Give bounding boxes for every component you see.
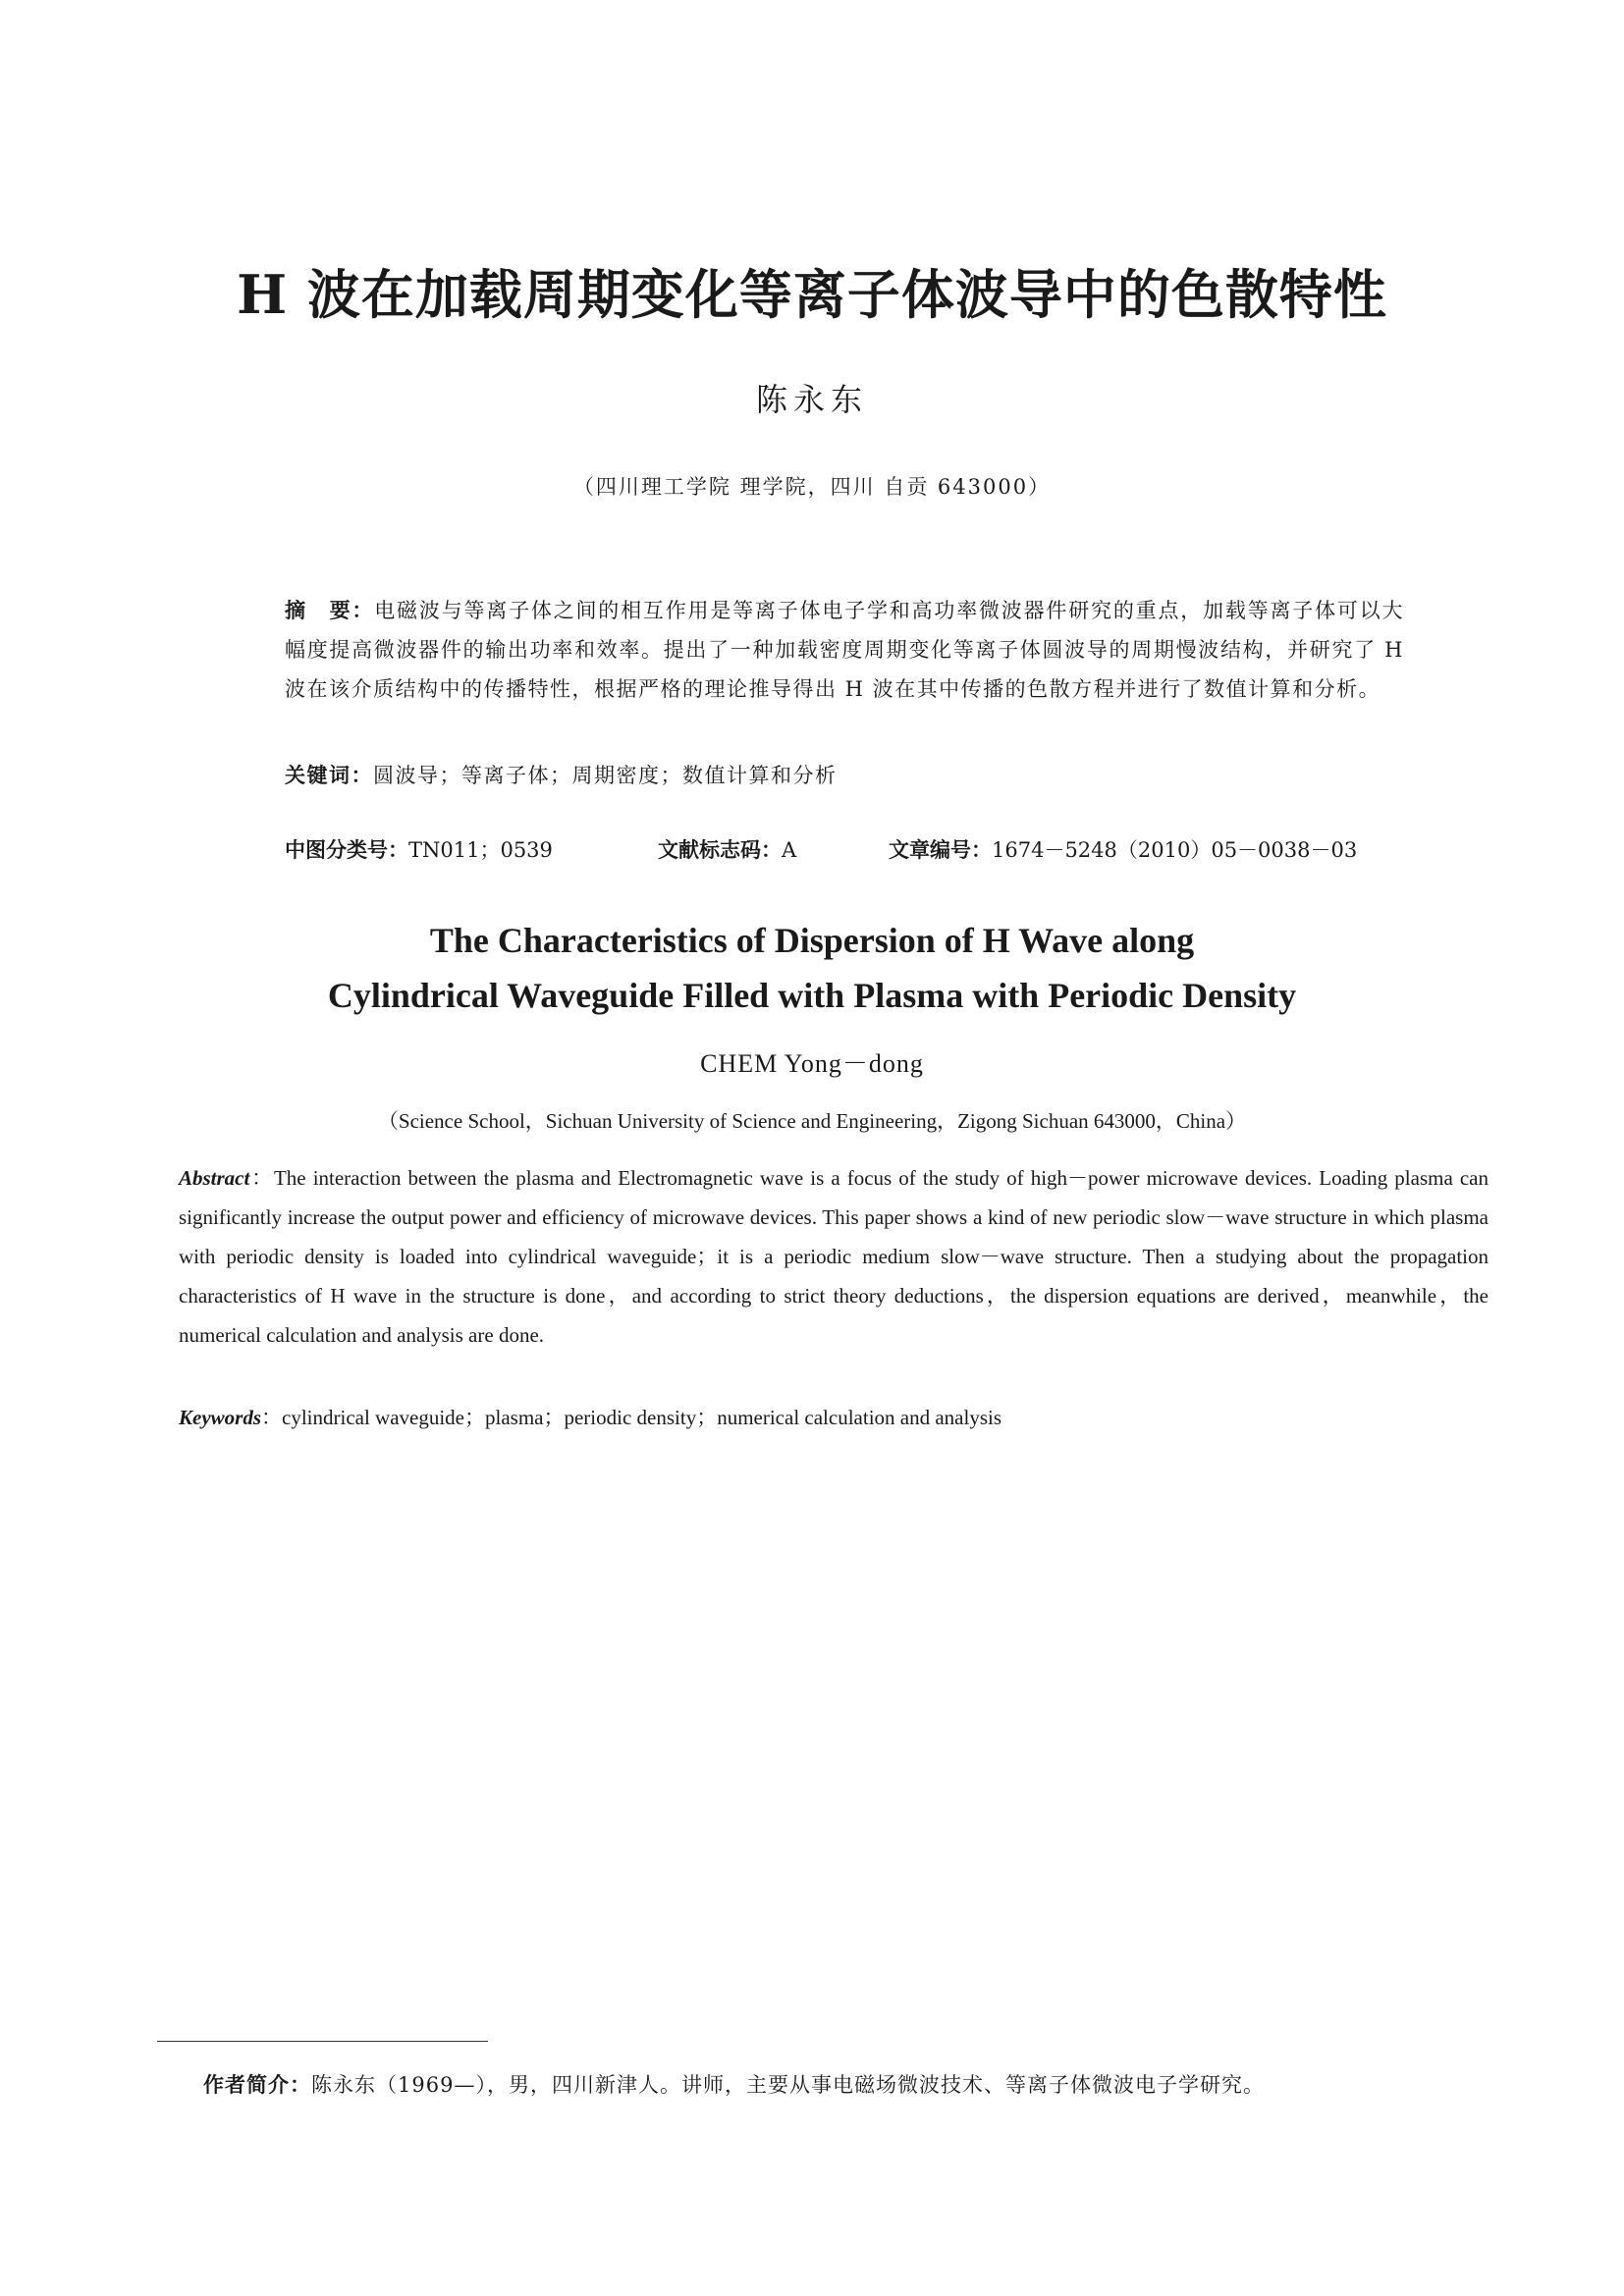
chinese-abstract-label: 摘 要： (285, 599, 375, 622)
clc-value: TN011；0539 (408, 838, 553, 862)
english-affiliation: （Science School，Sichuan University of Science and Engineering，Zigong Sichuan 643000，China） (377, 1109, 1247, 1133)
clc-number (285, 834, 658, 864)
article-number-label: 文章编号： (889, 838, 992, 862)
english-title-line-1: The Characteristics of Dispersion of H Wave along (429, 921, 1195, 960)
footnote-divider (157, 2041, 488, 2042)
english-title (0, 913, 1624, 1023)
chinese-title: H 波在加载周期变化等离子体波导中的色散特性 (237, 263, 1387, 326)
english-abstract-label: Abstract (179, 1166, 250, 1190)
document-code-value: A (782, 838, 797, 862)
english-title-line-2: Cylindrical Waveguide Filled with Plasma with Periodic Density (327, 976, 1297, 1015)
chinese-affiliation: （四川理工学院 理学院，四川 自贡 643000） (572, 475, 1052, 499)
document-code-label: 文献标志码： (658, 838, 782, 862)
classification-row (285, 834, 1463, 864)
english-keywords (179, 1398, 1489, 1437)
clc-label: 中图分类号： (285, 838, 408, 862)
footnote-text: 陈永东（1969—），男，四川新津人。讲师，主要从事电磁场微波技术、等离子体微波电子学研究。 (311, 2073, 1265, 2097)
chinese-keywords (285, 756, 1404, 795)
footnote-label: 作者简介： (203, 2073, 311, 2097)
chinese-author: 陈永东 (755, 381, 868, 418)
chinese-keywords-text: 圆波导；等离子体；周期密度；数值计算和分析 (373, 764, 838, 787)
chinese-abstract (285, 591, 1404, 709)
english-abstract (179, 1158, 1489, 1355)
author-footnote (203, 2069, 1480, 2099)
chinese-keywords-label: 关键词： (285, 764, 373, 787)
english-keywords-label: Keywords (179, 1406, 261, 1429)
chinese-abstract-text: 电磁波与等离子体之间的相互作用是等离子体电子学和高功率微波器件研究的重点，加载等离子体可以大幅度提高微波器件的输出功率和效率。提出了一种加载密度周期变化等离子体圆波导的周期慢波结构，并研究了 H 波在该介质结构中的传播特性，根据严格的理论推导得出 H 波在其中传播的色散方程并进行了数值计算和分析。 (285, 599, 1405, 701)
document-code (658, 834, 889, 864)
article-number (889, 834, 1357, 864)
article-number-value: 1674－5248（2010）05－0038－03 (992, 838, 1358, 862)
english-abstract-text: ：The interaction between the plasma and Electromagnetic wave is a focus of the study of high－power microwave devices. Loading plasma can significantly increase the output power and efficiency of microwave devices. This paper shows a kind of new periodic slow－wave structure in which plasma with periodic density is loaded into cylindrical waveguide；it is a periodic medium slow－wave structure. Then a studying about the propagation characteristics of H wave in the structure is done，and according to strict theory deductions，the dispersion equations are derived，meanwhile，the numerical calculation and analysis are done. (179, 1166, 1489, 1347)
english-author: CHEM Yong－dong (700, 1049, 924, 1078)
english-keywords-text: ：cylindrical waveguide；plasma；periodic density；numerical calculation and analysis (261, 1406, 1002, 1429)
